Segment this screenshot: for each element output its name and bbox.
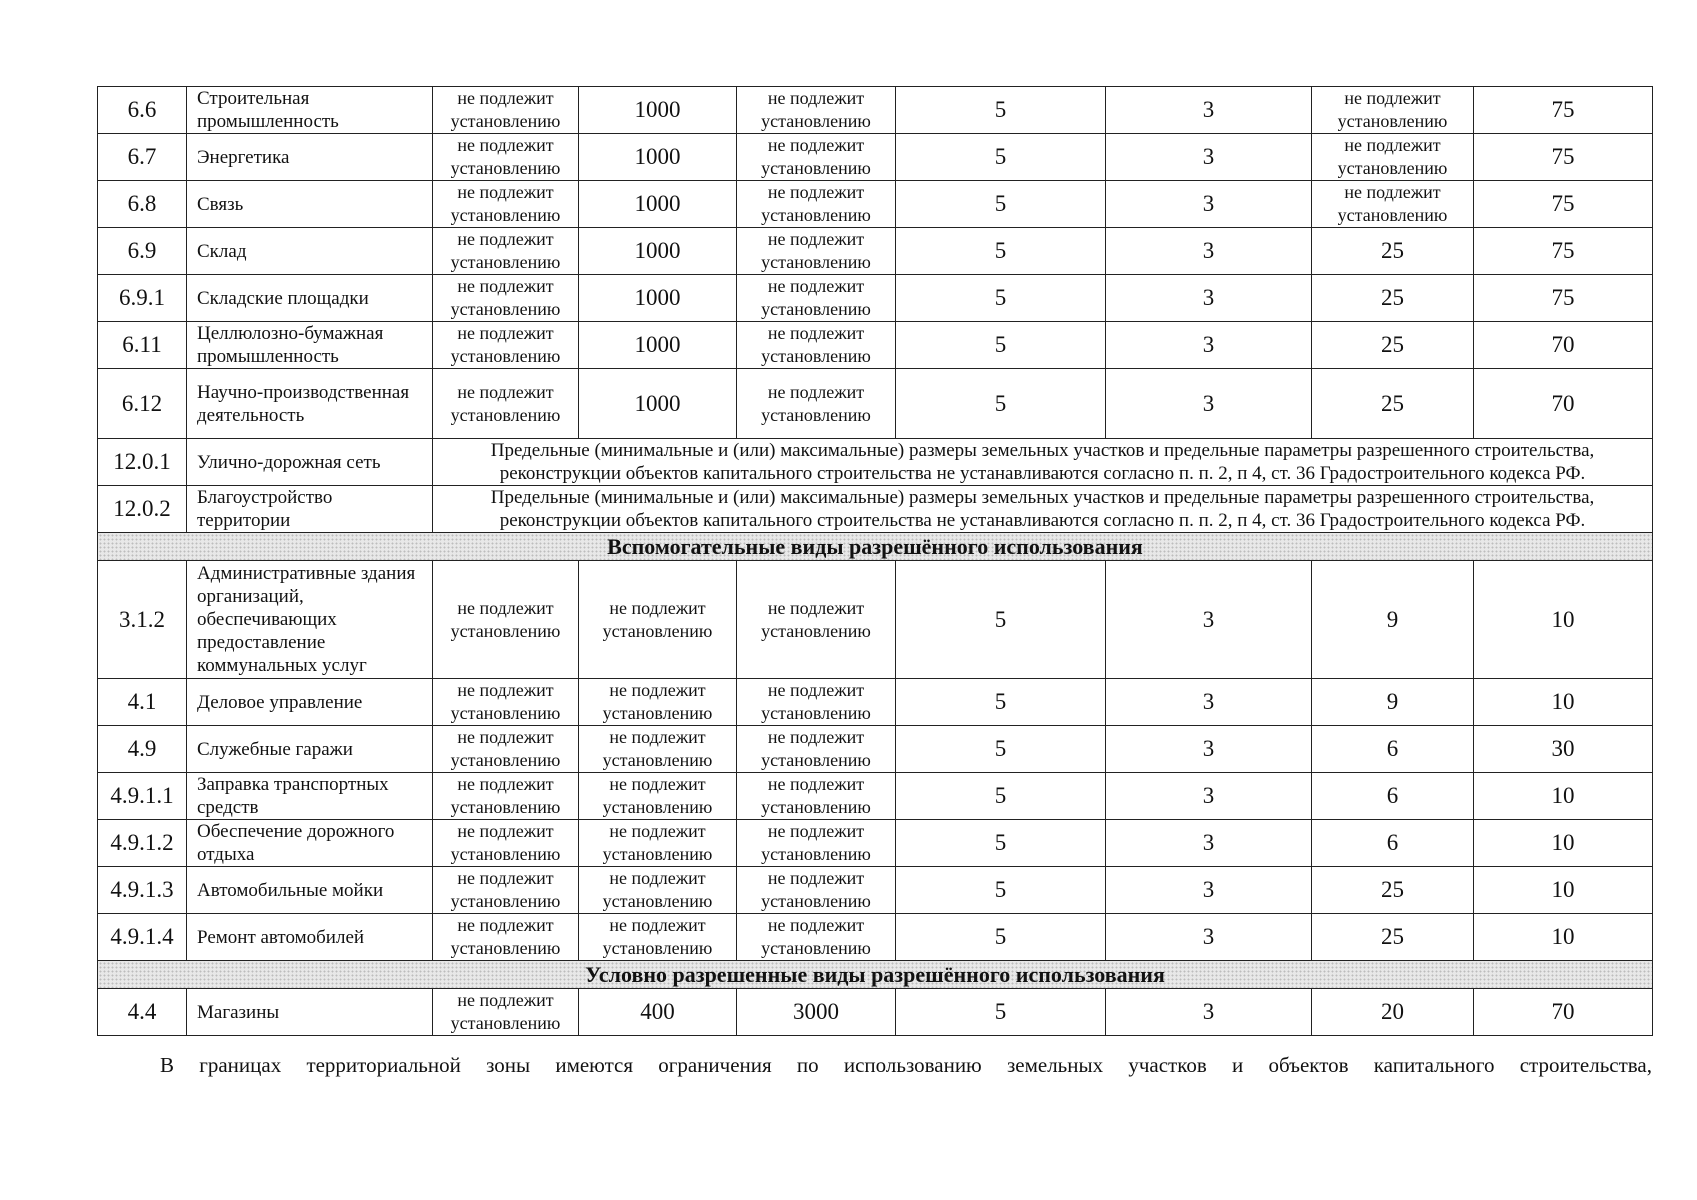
code-cell: 6.7 [98, 134, 187, 181]
code-cell: 6.9 [98, 228, 187, 275]
code-cell: 4.1 [98, 679, 187, 726]
value-cell: 3 [1106, 867, 1312, 914]
value-cell: 5 [896, 228, 1106, 275]
value-cell: не подлежит установлению [579, 726, 737, 773]
value-cell: 75 [1474, 228, 1653, 275]
value-cell: 75 [1474, 87, 1653, 134]
value-cell: не подлежит установлению [579, 773, 737, 820]
value-cell: не подлежит установлению [433, 561, 579, 679]
value-cell: 1000 [579, 322, 737, 369]
code-cell: 4.9.1.1 [98, 773, 187, 820]
value-cell: 3 [1106, 275, 1312, 322]
value-cell: 3 [1106, 914, 1312, 961]
value-cell: не подлежит установлению [737, 134, 896, 181]
value-cell: не подлежит установлению [737, 322, 896, 369]
value-cell: 25 [1312, 322, 1474, 369]
value-cell: 9 [1312, 679, 1474, 726]
value-cell: 400 [579, 989, 737, 1036]
table-row [98, 87, 1653, 134]
note-cell: Предельные (минимальные и (или) максимальные) размеры земельных участков и предельные параметры разрешенного строительства, реконструкции объектов капитального строительства не устанавливаются согласно п. п. 2, п 4, ст. 36 Градостроительного кодекса РФ. [433, 486, 1653, 533]
table-row [98, 228, 1653, 275]
value-cell: не подлежит установлению [433, 87, 579, 134]
table-row [98, 773, 1653, 820]
value-cell: 3 [1106, 181, 1312, 228]
value-cell: 5 [896, 181, 1106, 228]
value-cell: 25 [1312, 228, 1474, 275]
code-cell: 4.9.1.4 [98, 914, 187, 961]
name-cell: Магазины [187, 989, 433, 1036]
value-cell: не подлежит установлению [433, 989, 579, 1036]
value-cell: не подлежит установлению [737, 275, 896, 322]
value-cell: 10 [1474, 561, 1653, 679]
code-cell: 12.0.1 [98, 439, 187, 486]
name-cell: Связь [187, 181, 433, 228]
table-row [98, 820, 1653, 867]
table-row [98, 134, 1653, 181]
table-row [98, 322, 1653, 369]
value-cell: 1000 [579, 134, 737, 181]
value-cell: 3 [1106, 322, 1312, 369]
value-cell: не подлежит установлению [433, 773, 579, 820]
code-cell: 6.11 [98, 322, 187, 369]
value-cell: 3 [1106, 134, 1312, 181]
document-page [97, 86, 1652, 1036]
value-cell: 10 [1474, 773, 1653, 820]
value-cell: 10 [1474, 679, 1653, 726]
value-cell: не подлежит установлению [737, 726, 896, 773]
name-cell: Улично-дорожная сеть [187, 439, 433, 486]
value-cell: 5 [896, 726, 1106, 773]
code-cell: 4.9.1.2 [98, 820, 187, 867]
value-cell: 5 [896, 561, 1106, 679]
value-cell: не подлежит установлению [579, 561, 737, 679]
value-cell: 5 [896, 820, 1106, 867]
value-cell: не подлежит установлению [737, 181, 896, 228]
value-cell: не подлежит установлению [433, 820, 579, 867]
value-cell: 3 [1106, 561, 1312, 679]
value-cell: 6 [1312, 820, 1474, 867]
value-cell: 5 [896, 773, 1106, 820]
value-cell: 10 [1474, 820, 1653, 867]
note-cell: Предельные (минимальные и (или) максимальные) размеры земельных участков и предельные параметры разрешенного строительства, реконструкции объектов капитального строительства не устанавливаются согласно п. п. 2, п 4, ст. 36 Градостроительного кодекса РФ. [433, 439, 1653, 486]
section-header-row [98, 961, 1653, 989]
value-cell: 10 [1474, 867, 1653, 914]
name-cell: Благоустройство территории [187, 486, 433, 533]
code-cell: 4.9.1.3 [98, 867, 187, 914]
value-cell: 3 [1106, 726, 1312, 773]
value-cell: 3000 [737, 989, 896, 1036]
code-cell: 12.0.2 [98, 486, 187, 533]
value-cell: не подлежит установлению [433, 134, 579, 181]
value-cell: 20 [1312, 989, 1474, 1036]
table-row [98, 275, 1653, 322]
name-cell: Автомобильные мойки [187, 867, 433, 914]
section-header: Условно разрешенные виды разрешённого использования [98, 961, 1653, 989]
code-cell: 6.9.1 [98, 275, 187, 322]
value-cell: не подлежит установлению [433, 726, 579, 773]
code-cell: 6.12 [98, 369, 187, 439]
table-row [98, 181, 1653, 228]
table-row [98, 867, 1653, 914]
name-cell: Административные здания организаций, обеспечивающих предоставление коммунальных услуг [187, 561, 433, 679]
value-cell: не подлежит установлению [737, 773, 896, 820]
value-cell: не подлежит установлению [737, 228, 896, 275]
name-cell: Энергетика [187, 134, 433, 181]
value-cell: 1000 [579, 181, 737, 228]
name-cell: Ремонт автомобилей [187, 914, 433, 961]
value-cell: 25 [1312, 369, 1474, 439]
value-cell: не подлежит установлению [737, 914, 896, 961]
name-cell: Складские площадки [187, 275, 433, 322]
value-cell: не подлежит установлению [1312, 181, 1474, 228]
value-cell: не подлежит установлению [433, 679, 579, 726]
value-cell: не подлежит установлению [737, 87, 896, 134]
value-cell: 70 [1474, 989, 1653, 1036]
value-cell: не подлежит установлению [433, 369, 579, 439]
value-cell: 3 [1106, 679, 1312, 726]
value-cell: не подлежит установлению [737, 679, 896, 726]
code-cell: 6.8 [98, 181, 187, 228]
value-cell: не подлежит установлению [737, 561, 896, 679]
value-cell: не подлежит установлению [433, 181, 579, 228]
value-cell: 6 [1312, 726, 1474, 773]
value-cell: 5 [896, 989, 1106, 1036]
value-cell: 5 [896, 679, 1106, 726]
value-cell: 25 [1312, 275, 1474, 322]
value-cell: не подлежит установлению [579, 914, 737, 961]
value-cell: не подлежит установлению [433, 275, 579, 322]
name-cell: Деловое управление [187, 679, 433, 726]
name-cell: Заправка транспортных средств [187, 773, 433, 820]
value-cell: 5 [896, 275, 1106, 322]
value-cell: 3 [1106, 773, 1312, 820]
value-cell: 5 [896, 322, 1106, 369]
table-row [98, 486, 1653, 533]
value-cell: не подлежит установлению [433, 867, 579, 914]
value-cell: 75 [1474, 181, 1653, 228]
value-cell: 25 [1312, 867, 1474, 914]
value-cell: не подлежит установлению [433, 914, 579, 961]
table-row [98, 439, 1653, 486]
value-cell: 5 [896, 914, 1106, 961]
value-cell: 75 [1474, 275, 1653, 322]
value-cell: не подлежит установлению [433, 322, 579, 369]
value-cell: 5 [896, 369, 1106, 439]
value-cell: 3 [1106, 820, 1312, 867]
table-row [98, 726, 1653, 773]
value-cell: не подлежит установлению [737, 867, 896, 914]
name-cell: Строительная промышленность [187, 87, 433, 134]
value-cell: не подлежит установлению [737, 820, 896, 867]
section-header: Вспомогательные виды разрешённого использования [98, 533, 1653, 561]
table-row [98, 989, 1653, 1036]
value-cell: 9 [1312, 561, 1474, 679]
value-cell: 75 [1474, 134, 1653, 181]
value-cell: 3 [1106, 989, 1312, 1036]
value-cell: 1000 [579, 87, 737, 134]
value-cell: 3 [1106, 369, 1312, 439]
land-use-parameters-table [97, 86, 1653, 1036]
value-cell: 70 [1474, 369, 1653, 439]
value-cell: 1000 [579, 369, 737, 439]
value-cell: не подлежит установлению [579, 679, 737, 726]
value-cell: не подлежит установлению [1312, 87, 1474, 134]
footer-paragraph: В границах территориальной зоны имеются ограничения по использованию земельных участков и объектов капитального строительства, [160, 1053, 1652, 1077]
value-cell: не подлежит установлению [579, 820, 737, 867]
name-cell: Обеспечение дорожного отдыха [187, 820, 433, 867]
value-cell: 6 [1312, 773, 1474, 820]
value-cell: 5 [896, 134, 1106, 181]
value-cell: 3 [1106, 228, 1312, 275]
name-cell: Склад [187, 228, 433, 275]
code-cell: 3.1.2 [98, 561, 187, 679]
code-cell: 4.9 [98, 726, 187, 773]
code-cell: 6.6 [98, 87, 187, 134]
value-cell: 1000 [579, 228, 737, 275]
section-header-row [98, 533, 1653, 561]
table-row [98, 679, 1653, 726]
table-row [98, 561, 1653, 679]
value-cell: не подлежит установлению [737, 369, 896, 439]
value-cell: 70 [1474, 322, 1653, 369]
value-cell: 3 [1106, 87, 1312, 134]
value-cell: 1000 [579, 275, 737, 322]
name-cell: Научно-производственная деятельность [187, 369, 433, 439]
value-cell: 30 [1474, 726, 1653, 773]
value-cell: не подлежит установлению [433, 228, 579, 275]
value-cell: не подлежит установлению [579, 867, 737, 914]
table-row [98, 369, 1653, 439]
table-row [98, 914, 1653, 961]
value-cell: 25 [1312, 914, 1474, 961]
code-cell: 4.4 [98, 989, 187, 1036]
value-cell: 5 [896, 87, 1106, 134]
value-cell: не подлежит установлению [1312, 134, 1474, 181]
name-cell: Целлюлозно-бумажная промышленность [187, 322, 433, 369]
value-cell: 5 [896, 867, 1106, 914]
name-cell: Служебные гаражи [187, 726, 433, 773]
value-cell: 10 [1474, 914, 1653, 961]
